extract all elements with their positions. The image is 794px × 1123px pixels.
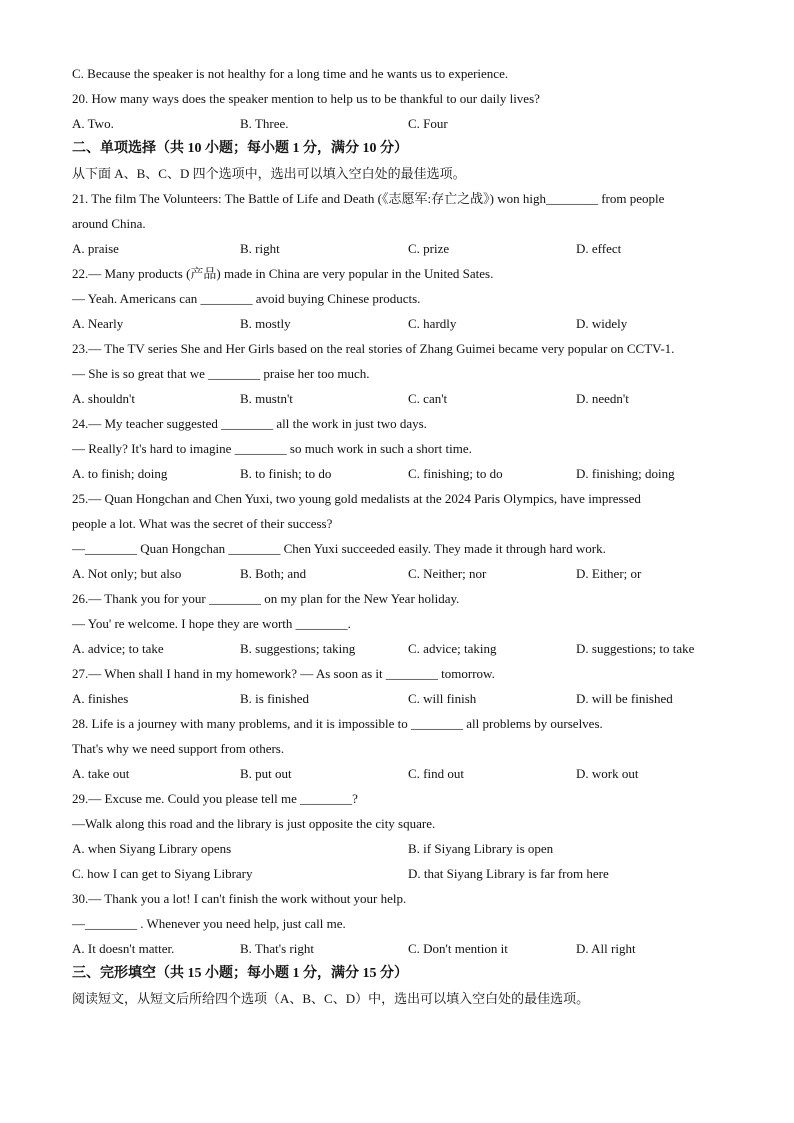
answer-option: C. how I can get to Siyang Library [72,866,253,881]
answer-option: B. suggestions; taking [240,641,356,656]
options-row [72,561,732,586]
text-line: — You' re welcome. I hope they are worth ________. [72,616,351,631]
answer-option: A. shouldn't [72,391,136,406]
options-row [72,236,732,261]
text-line: 22.— Many products (产品) made in China are very popular in the United Sates. [72,266,494,281]
answer-option: B. if Siyang Library is open [408,841,554,856]
text-line: 23.— The TV series She and Her Girls based on the real stories of Zhang Guimei became very popular on CCTV-1. [72,341,675,356]
options-row [72,461,732,486]
answer-option: B. mustn't [240,391,293,406]
text-line: 28. Life is a journey with many problems, and it is impossible to ________ all problems by ourselves. [72,716,603,731]
answer-option: C. Neither; nor [408,566,487,581]
answer-option: A. advice; to take [72,641,164,656]
text-line: 27.— When shall I hand in my homework? — As soon as it ________ tomorrow. [72,666,495,681]
text-line: —Walk along this road and the library is just opposite the city square. [72,816,436,831]
section-heading: 三、完形填空（共 15 小题；每小题 1 分，满分 15 分） [72,966,408,981]
answer-option: A. when Siyang Library opens [72,841,232,856]
answer-option: D. needn't [576,391,629,406]
answer-option: B. Both; and [240,566,307,581]
options-row [72,936,732,961]
text-line: 21. The film The Volunteers: The Battle of Life and Death (《志愿军:存亡之战》) won high________ from people [72,191,665,206]
text-line: 26.— Thank you for your ________ on my plan for the New Year holiday. [72,591,460,606]
answer-option: D. All right [576,941,636,956]
answer-option: D. work out [576,766,639,781]
text-line: 阅读短文，从短文后所给四个选项（A、B、C、D）中，选出可以填入空白处的最佳选项。 [72,991,590,1006]
text-line: — Yeah. Americans can ________ avoid buying Chinese products. [72,291,421,306]
answer-option: D. suggestions; to take [576,641,695,656]
answer-option: C. hardly [408,316,457,331]
answer-option: A. praise [72,241,119,256]
text-line: —________ . Whenever you need help, just call me. [72,916,346,931]
text-line: C. Because the speaker is not healthy for a long time and he wants us to experience. [72,66,509,81]
answer-option: A. It doesn't matter. [72,941,175,956]
text-line: 24.— My teacher suggested ________ all the work in just two days. [72,416,427,431]
options-row [72,686,732,711]
options-row [72,111,732,136]
text-line: 30.— Thank you a lot! I can't finish the work without your help. [72,891,407,906]
answer-option: C. will finish [408,691,477,706]
answer-option: B. to finish; to do [240,466,332,481]
text-line: —________ Quan Hongchan ________ Chen Yuxi succeeded easily. They made it through hard work. [72,541,606,556]
answer-option: B. is finished [240,691,309,706]
answer-option: C. can't [408,391,448,406]
options-row [72,861,732,886]
text-line: 25.— Quan Hongchan and Chen Yuxi, two young gold medalists at the 2024 Paris Olympics, have impressed [72,491,641,506]
answer-option: A. take out [72,766,130,781]
answer-option: C. find out [408,766,464,781]
answer-option: A. to finish; doing [72,466,168,481]
text-line: around China. [72,216,146,231]
answer-option: B. That's right [240,941,314,956]
answer-option: B. mostly [240,316,291,331]
text-line: — She is so great that we ________ praise her too much. [72,366,370,381]
answer-option: C. Four [408,116,448,131]
options-row [72,386,732,411]
answer-option: D. effect [576,241,622,256]
answer-option: B. put out [240,766,292,781]
answer-option: A. finishes [72,691,129,706]
answer-option: C. Don't mention it [408,941,508,956]
answer-option: D. widely [576,316,628,331]
answer-option: C. advice; taking [408,641,497,656]
answer-option: D. that Siyang Library is far from here [408,866,609,881]
options-row [72,636,732,661]
options-row [72,836,732,861]
text-line: — Really? It's hard to imagine ________ so much work in such a short time. [72,441,472,456]
text-line: 20. How many ways does the speaker mention to help us to be thankful to our daily lives? [72,91,540,106]
answer-option: A. Nearly [72,316,124,331]
answer-option: C. prize [408,241,450,256]
answer-option: B. right [240,241,280,256]
section-heading: 二、单项选择（共 10 小题；每小题 1 分，满分 10 分） [72,141,408,156]
options-row [72,761,732,786]
answer-option: A. Not only; but also [72,566,182,581]
answer-option: D. finishing; doing [576,466,675,481]
answer-option: D. will be finished [576,691,673,706]
text-line: 从下面 A、B、C、D 四个选项中，选出可以填入空白处的最佳选项。 [72,166,466,181]
answer-option: D. Either; or [576,566,642,581]
text-line: people a lot. What was the secret of their success? [72,516,333,531]
answer-option: A. Two. [72,116,114,131]
text-line: 29.— Excuse me. Could you please tell me ________? [72,791,358,806]
exam-page [72,61,732,1011]
answer-option: B. Three. [240,116,289,131]
answer-option: C. finishing; to do [408,466,503,481]
text-line: That's why we need support from others. [72,741,285,756]
options-row [72,311,732,336]
